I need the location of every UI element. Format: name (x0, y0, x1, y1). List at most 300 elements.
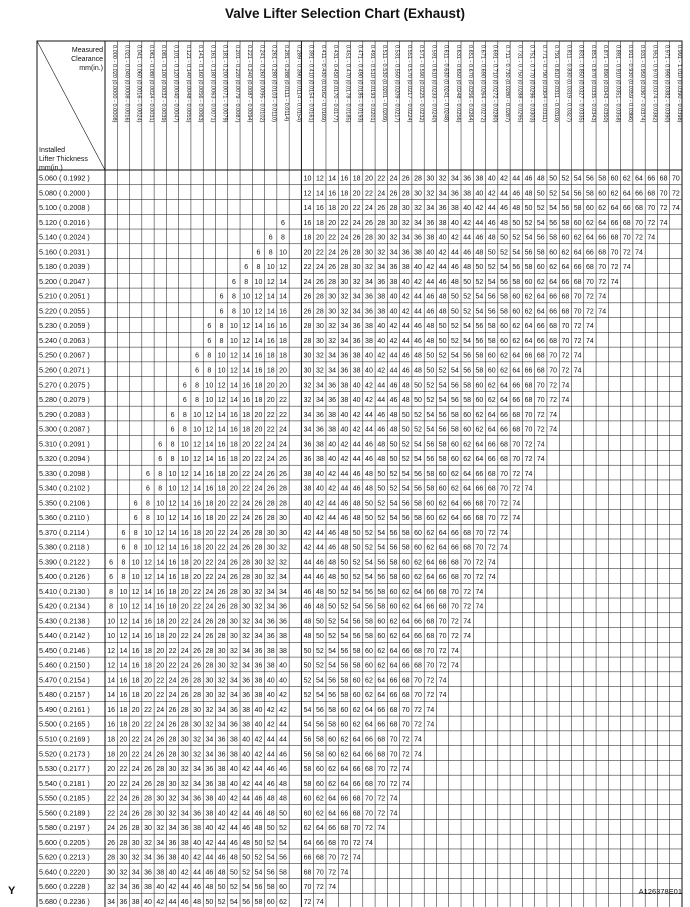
lifter-number-cell: 72 (647, 219, 656, 227)
lifter-number-cell: 60 (328, 751, 337, 759)
lifter-number-cell: 70 (635, 219, 643, 227)
lifter-number-cell: 22 (377, 175, 386, 183)
lifter-number-cell: 26 (254, 515, 263, 523)
lifter-number-cell: 32 (352, 278, 361, 286)
lifter-number-cell: 8 (109, 603, 114, 611)
lifter-number-cell: 62 (401, 603, 410, 611)
lifter-number-cell: 58 (426, 485, 435, 493)
lifter-number-cell: 46 (242, 825, 251, 833)
lifter-number-cell: 44 (352, 456, 361, 464)
lifter-number-cell: 10 (193, 411, 201, 419)
lifter-number-cell: 42 (168, 884, 177, 892)
lifter-number-cell: 18 (242, 411, 251, 419)
lifter-number-cell: 66 (438, 574, 447, 582)
lifter-number-cell: 56 (414, 470, 422, 478)
lifter-number-cell: 48 (279, 795, 287, 803)
lifter-number-cell: 16 (315, 205, 324, 213)
lifter-number-cell: 40 (475, 190, 484, 198)
lifter-number-cell: 38 (328, 411, 337, 419)
lifter-number-cell: 14 (107, 692, 116, 700)
lifter-number-cell: 24 (144, 751, 152, 759)
lifter-number-cell: 32 (180, 780, 189, 788)
lifter-number-cell: 16 (131, 647, 140, 655)
lifter-number-cell: 42 (193, 854, 201, 862)
lifter-number-cell: 66 (487, 456, 496, 464)
lifter-number-cell: 24 (119, 795, 128, 803)
lifter-number-cell: 68 (610, 234, 619, 242)
lifter-number-cell: 68 (328, 839, 337, 847)
lifter-number-cell: 40 (230, 780, 238, 788)
lifter-number-cell: 60 (389, 603, 398, 611)
lifter-number-cell: 28 (230, 603, 238, 611)
lifter-number-cell: 32 (230, 662, 238, 670)
lifter-number-cell: 62 (573, 234, 582, 242)
lifter-number-cell: 38 (438, 219, 447, 227)
lifter-number-cell: 54 (549, 205, 557, 213)
lifter-number-cell: 56 (340, 647, 349, 655)
lifter-number-cell: 34 (279, 588, 287, 596)
lifter-number-cell: 26 (131, 795, 140, 803)
lifter-number-cell: 32 (266, 574, 275, 582)
lifter-number-cell: 72 (426, 677, 435, 685)
lifter-number-cell: 32 (303, 382, 312, 390)
lifter-number-cell: 48 (438, 293, 447, 301)
lifter-number-cell: 44 (266, 751, 275, 759)
lifter-number-cell: 66 (438, 559, 447, 567)
lifter-number-cell: 56 (536, 234, 545, 242)
lifter-number-cell: 52 (536, 205, 545, 213)
lifter-number-cell: 54 (303, 721, 312, 729)
lifter-number-cell: 6 (170, 411, 175, 419)
lifter-number-cell: 6 (281, 219, 285, 227)
lifter-number-cell: 30 (217, 647, 226, 655)
lifter-number-cell: 46 (340, 500, 349, 508)
lifter-number-cell: 64 (328, 810, 337, 818)
lifter-number-cell: 48 (463, 264, 472, 272)
lifter-number-cell: 56 (438, 411, 447, 419)
lifter-number-cell: 42 (328, 470, 337, 478)
lifter-number-cell: 10 (242, 293, 251, 301)
lifter-number-cell: 58 (536, 249, 545, 257)
lifter-number-cell: 10 (205, 382, 214, 390)
lifter-number-cell: 20 (119, 736, 128, 744)
lifter-number-cell: 28 (414, 175, 422, 183)
lifter-number-cell: 48 (303, 633, 312, 641)
lifter-number-cell: 68 (365, 766, 373, 774)
lifter-number-cell: 44 (438, 264, 447, 272)
lifter-number-cell: 74 (426, 706, 435, 714)
lifter-number-cell: 32 (328, 323, 337, 331)
lifter-number-cell: 44 (193, 869, 201, 877)
lifter-number-cell: 12 (230, 367, 238, 375)
lifter-number-cell: 12 (266, 278, 275, 286)
lifter-number-cell: 34 (144, 854, 152, 862)
lifter-number-cell: 14 (315, 190, 324, 198)
lifter-number-cell: 44 (401, 337, 410, 345)
lifter-number-cell: 32 (131, 854, 140, 862)
lifter-number-cell: 10 (156, 515, 165, 523)
lifter-number-cell: 22 (180, 618, 189, 626)
lifter-number-cell: 36 (242, 692, 251, 700)
lifter-number-cell: 30 (389, 219, 398, 227)
lifter-number-cell: 30 (156, 795, 165, 803)
lifter-number-cell: 70 (340, 839, 349, 847)
lifter-number-cell: 50 (450, 308, 459, 316)
lifter-number-cell: 52 (475, 278, 484, 286)
lifter-number-cell: 48 (340, 529, 349, 537)
lifter-number-cell: 56 (475, 337, 484, 345)
lifter-number-cell: 40 (168, 869, 177, 877)
lifter-number-cell: 58 (438, 456, 447, 464)
lifter-number-cell: 56 (524, 249, 533, 257)
lifter-number-cell: 48 (254, 825, 263, 833)
lifter-number-cell: 34 (303, 426, 312, 434)
lifter-number-cell: 40 (242, 751, 251, 759)
lifter-number-cell: 40 (144, 898, 152, 906)
lifter-number-cell: 48 (377, 456, 386, 464)
lifter-number-cell: 38 (450, 205, 459, 213)
lifter-number-cell: 66 (475, 470, 484, 478)
lifter-number-cell: 26 (180, 692, 189, 700)
lifter-number-cell: 44 (377, 397, 386, 405)
lifter-number-cell: 64 (536, 308, 545, 316)
lifter-number-cell: 74 (512, 515, 521, 523)
lifter-number-cell: 10 (107, 633, 116, 641)
lifter-number-cell: 20 (168, 618, 177, 626)
lifter-number-cell: 72 (328, 869, 337, 877)
lifter-number-cell: 14 (242, 352, 251, 360)
lifter-number-cell: 12 (217, 382, 226, 390)
lifter-number-cell: 42 (180, 869, 189, 877)
lifter-number-cell: 20 (180, 588, 189, 596)
lifter-number-cell: 64 (377, 692, 386, 700)
lifter-number-cell: 20 (230, 470, 238, 478)
lifter-number-cell: 58 (500, 308, 508, 316)
lifter-number-cell: 26 (144, 780, 152, 788)
lifter-number-cell: 12 (144, 559, 152, 567)
lifter-number-cell: 28 (131, 825, 140, 833)
lifter-number-cell: 70 (512, 456, 521, 464)
lifter-number-cell: 52 (401, 456, 410, 464)
lifter-number-cell: 42 (279, 692, 287, 700)
lifter-number-cell: 58 (475, 367, 484, 375)
lifter-number-cell: 64 (598, 219, 607, 227)
lifter-number-cell: 28 (144, 795, 152, 803)
lifter-number-cell: 36 (180, 825, 189, 833)
figure-code: A126378E01 (638, 887, 682, 896)
lifter-number-cell: 52 (340, 603, 349, 611)
lifter-number-cell: 32 (414, 205, 422, 213)
lifter-number-cell: 18 (279, 337, 287, 345)
lifter-number-cell: 22 (217, 529, 226, 537)
lifter-number-cell: 40 (377, 337, 386, 345)
lifter-number-cell: 22 (119, 766, 128, 774)
lifter-number-cell: 40 (438, 234, 447, 242)
lifter-number-cell: 60 (536, 264, 545, 272)
lifter-number-cell: 46 (475, 234, 484, 242)
lifter-number-cell: 52 (328, 618, 337, 626)
lifter-number-cell: 68 (647, 190, 656, 198)
lifter-number-cell: 48 (438, 308, 447, 316)
thickness-row-label: 5.410 ( 0.2130 ) (39, 586, 90, 596)
lifter-number-cell: 16 (205, 470, 214, 478)
lifter-number-cell: 50 (487, 249, 496, 257)
lifter-number-cell: 62 (536, 278, 545, 286)
lifter-number-cell: 26 (144, 766, 152, 774)
lifter-number-cell: 54 (377, 529, 386, 537)
lifter-number-cell: 12 (303, 190, 312, 198)
lifter-number-cell: 38 (303, 485, 312, 493)
lifter-number-cell: 74 (500, 529, 508, 537)
lifter-number-cell: 50 (217, 884, 226, 892)
lifter-number-cell: 66 (635, 190, 643, 198)
lifter-number-cell: 30 (193, 721, 201, 729)
lifter-number-cell: 26 (107, 839, 116, 847)
lifter-number-cell: 22 (193, 588, 201, 596)
lifter-number-cell: 18 (230, 441, 238, 449)
lifter-number-cell: 30 (279, 515, 287, 523)
lifter-number-cell: 22 (144, 721, 152, 729)
lifter-number-cell: 30 (414, 190, 422, 198)
thickness-row-label: 5.140 ( 0.2024 ) (39, 232, 90, 242)
lifter-number-cell: 16 (254, 352, 263, 360)
lifter-number-cell: 14 (144, 588, 152, 596)
lifter-number-cell: 58 (377, 603, 386, 611)
lifter-number-cell: 20 (107, 766, 116, 774)
lifter-number-cell: 14 (205, 456, 214, 464)
lifter-number-cell: 20 (107, 780, 116, 788)
lifter-number-cell: 12 (193, 441, 201, 449)
lifter-number-cell: 66 (512, 382, 521, 390)
lifter-number-cell: 50 (352, 529, 361, 537)
lifter-number-cell: 74 (328, 884, 337, 892)
lifter-number-cell: 8 (195, 397, 200, 405)
lifter-number-cell: 26 (315, 278, 324, 286)
clearance-column-label: 0.061 - 0.080 (0.0024 - 0.0031) (147, 45, 154, 123)
lifter-number-cell: 48 (401, 397, 410, 405)
lifter-number-cell: 42 (279, 706, 287, 714)
clearance-column-label: 0.411 - 0.430 (0.0162 - 0.0169) (319, 45, 326, 123)
lifter-number-cell: 70 (414, 692, 422, 700)
lifter-number-cell: 42 (463, 219, 472, 227)
lifter-number-cell: 30 (180, 736, 189, 744)
lifter-number-cell: 68 (352, 795, 361, 803)
lifter-number-cell: 66 (389, 692, 398, 700)
lifter-number-cell: 8 (195, 382, 200, 390)
lifter-number-cell: 26 (303, 293, 312, 301)
lifter-number-cell: 18 (180, 574, 189, 582)
lifter-number-cell: 70 (365, 795, 373, 803)
lifter-number-cell: 48 (487, 234, 496, 242)
clearance-column-label: 0.101 - 0.120 (0.0040 - 0.0047) (172, 45, 179, 123)
lifter-number-cell: 56 (487, 308, 496, 316)
lifter-number-cell: 74 (659, 219, 668, 227)
lifter-number-cell: 36 (328, 397, 337, 405)
lifter-number-cell: 72 (536, 426, 545, 434)
lifter-number-cell: 16 (193, 515, 201, 523)
lifter-number-cell: 64 (450, 515, 459, 523)
lifter-number-cell: 54 (463, 337, 472, 345)
lifter-number-cell: 24 (389, 175, 398, 183)
lifter-number-cell: 74 (450, 662, 459, 670)
lifter-number-cell: 36 (365, 308, 373, 316)
lifter-number-cell: 30 (266, 529, 275, 537)
lifter-number-cell: 58 (450, 426, 459, 434)
lifter-number-cell: 42 (365, 397, 373, 405)
lifter-number-cell: 58 (586, 190, 594, 198)
lifter-number-cell: 22 (315, 249, 324, 257)
lifter-number-cell: 20 (340, 205, 349, 213)
lifter-number-cell: 74 (365, 839, 373, 847)
lifter-number-cell: 48 (352, 500, 361, 508)
lifter-number-cell: 30 (303, 367, 312, 375)
lifter-number-cell: 34 (205, 736, 214, 744)
lifter-number-cell: 64 (586, 234, 594, 242)
lifter-number-cell: 56 (426, 456, 435, 464)
lifter-number-cell: 70 (450, 588, 459, 596)
lifter-number-cell: 32 (315, 367, 324, 375)
lifter-number-cell: 40 (242, 736, 251, 744)
lifter-number-cell: 60 (610, 175, 619, 183)
clearance-column-label: 0.631 - 0.650 (0.0248 - 0.0256) (454, 45, 461, 123)
lifter-number-cell: 56 (352, 633, 361, 641)
lifter-number-cell: 12 (205, 426, 214, 434)
thickness-row-label: 5.160 ( 0.2031 ) (39, 247, 90, 257)
lifter-number-cell: 70 (622, 234, 631, 242)
lifter-number-cell: 34 (230, 677, 238, 685)
lifter-number-cell: 34 (242, 662, 251, 670)
thickness-row-label: 5.510 ( 0.2169 ) (39, 734, 90, 744)
lifter-number-cell: 72 (635, 234, 643, 242)
lifter-number-cell: 36 (254, 647, 263, 655)
lifter-number-cell: 20 (315, 234, 324, 242)
lifter-number-cell: 40 (315, 485, 324, 493)
lifter-number-cell: 14 (180, 515, 189, 523)
lifter-number-cell: 16 (107, 706, 116, 714)
lifter-number-cell: 30 (365, 249, 373, 257)
lifter-number-cell: 6 (158, 441, 163, 449)
lifter-number-cell: 48 (450, 278, 459, 286)
lifter-number-cell: 24 (365, 205, 373, 213)
lifter-number-cell: 44 (487, 205, 496, 213)
lifter-number-cell: 60 (500, 337, 508, 345)
lifter-number-cell: 22 (168, 647, 177, 655)
lifter-number-cell: 34 (414, 219, 422, 227)
lifter-number-cell: 40 (463, 205, 472, 213)
lifter-number-cell: 22 (279, 397, 287, 405)
lifter-number-cell: 12 (205, 411, 214, 419)
lifter-number-cell: 36 (340, 352, 349, 360)
lifter-number-cell: 26 (131, 810, 140, 818)
lifter-number-cell: 68 (401, 692, 410, 700)
lifter-number-cell: 14 (303, 205, 312, 213)
lifter-number-cell: 50 (377, 470, 386, 478)
lifter-number-cell: 64 (549, 278, 557, 286)
lifter-number-cell: 52 (303, 692, 312, 700)
lifter-number-cell: 64 (426, 559, 435, 567)
lifter-number-cell: 60 (512, 308, 521, 316)
lifter-number-cell: 74 (487, 574, 496, 582)
lifter-number-cell: 32 (217, 677, 226, 685)
lifter-number-cell: 54 (254, 869, 263, 877)
lifter-number-cell: 70 (463, 559, 472, 567)
lifter-number-cell: 40 (426, 249, 435, 257)
lifter-number-cell: 70 (536, 397, 545, 405)
lifter-number-cell: 36 (230, 706, 238, 714)
lifter-number-cell: 18 (131, 692, 140, 700)
lifter-number-cell: 8 (158, 470, 163, 478)
lifter-number-cell: 56 (500, 278, 508, 286)
thickness-row-label: 5.520 ( 0.2173 ) (39, 749, 90, 759)
lifter-number-cell: 68 (512, 426, 521, 434)
lifter-number-cell: 70 (463, 574, 472, 582)
lifter-number-cell: 34 (389, 249, 398, 257)
lifter-number-cell: 62 (512, 323, 521, 331)
lifter-number-cell: 70 (487, 515, 496, 523)
lifter-number-cell: 62 (377, 662, 386, 670)
lifter-number-cell: 48 (500, 219, 508, 227)
lifter-number-cell: 42 (450, 234, 459, 242)
lifter-number-cell: 34 (180, 810, 189, 818)
lifter-number-cell: 60 (328, 736, 337, 744)
lifter-number-cell: 70 (573, 308, 582, 316)
lifter-number-cell: 42 (315, 500, 324, 508)
lifter-number-cell: 36 (242, 677, 251, 685)
lifter-number-cell: 48 (217, 869, 226, 877)
lifter-number-cell: 30 (168, 780, 177, 788)
lifter-number-cell: 16 (119, 677, 128, 685)
lifter-number-cell: 38 (352, 352, 361, 360)
lifter-number-cell: 50 (230, 869, 238, 877)
lifter-number-cell: 16 (266, 337, 275, 345)
thickness-row-label: 5.560 ( 0.2189 ) (39, 808, 90, 818)
lifter-number-cell: 24 (131, 766, 140, 774)
lifter-number-cell: 8 (207, 352, 212, 360)
lifter-number-cell: 64 (536, 293, 545, 301)
lifter-number-cell: 62 (450, 485, 459, 493)
lifter-number-cell: 74 (573, 352, 582, 360)
lifter-number-cell: 8 (170, 441, 175, 449)
lifter-number-cell: 6 (207, 337, 212, 345)
lifter-number-cell: 72 (500, 515, 508, 523)
lifter-number-cell: 28 (266, 515, 275, 523)
lifter-number-cell: 12 (242, 323, 251, 331)
lifter-number-cell: 48 (475, 249, 484, 257)
lifter-number-cell: 48 (315, 588, 324, 596)
lifter-number-cell: 32 (365, 264, 373, 272)
lifter-number-cell: 28 (279, 500, 287, 508)
lifter-number-cell: 22 (279, 411, 287, 419)
clearance-column-label: 0.201 - 0.220 (0.0079 - 0.0087) (233, 45, 240, 123)
lifter-number-cell: 64 (365, 706, 373, 714)
lifter-number-cell: 74 (622, 264, 631, 272)
lifter-number-cell: 56 (340, 662, 349, 670)
lifter-number-cell: 36 (438, 205, 447, 213)
lifter-number-cell: 12 (119, 633, 128, 641)
lifter-number-cell: 72 (561, 352, 570, 360)
lifter-number-cell: 54 (438, 397, 447, 405)
lifter-number-cell: 24 (168, 677, 177, 685)
lifter-number-cell: 68 (598, 249, 607, 257)
lifter-number-cell: 46 (426, 308, 435, 316)
lifter-number-cell: 40 (328, 441, 337, 449)
lifter-number-cell: 66 (352, 780, 361, 788)
lifter-number-cell: 34 (131, 869, 140, 877)
lifter-number-cell: 70 (561, 323, 570, 331)
lifter-number-cell: 28 (180, 706, 189, 714)
lifter-number-cell: 54 (500, 264, 508, 272)
lifter-number-cell: 24 (205, 588, 214, 596)
